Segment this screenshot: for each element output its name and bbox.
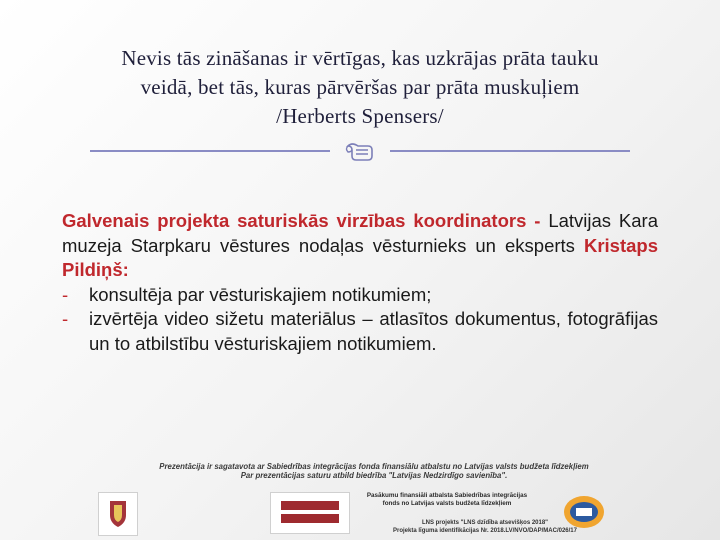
coordinator-paragraph bbox=[62, 209, 658, 283]
main-text bbox=[62, 209, 658, 356]
divider bbox=[90, 140, 630, 162]
quote-block bbox=[40, 44, 680, 131]
quote-line-2: veidā, bet tās, kuras pārvēršas par prāta muskuļiem bbox=[140, 75, 580, 99]
coordinator-description: Latvijas Kara muzeja Starpkaru vēstures nodaļas vēsturnieks un eksperts bbox=[62, 210, 659, 256]
footer-funding-banner bbox=[88, 462, 660, 540]
quote-line-1: Nevis tās zināšanas ir vērtīgas, kas uzkrājas prāta tauku bbox=[121, 46, 599, 70]
logo-strip bbox=[88, 484, 660, 540]
duties-list bbox=[62, 283, 658, 357]
list-item: - izvērtēja video sižetu materiālus – atlasītos dokumentus, fotogrāfijas un to atbilstību vēsturiskajiem notikumiem. bbox=[62, 308, 658, 354]
list-item: - konsultēja par vēsturiskajiem notikumiem; bbox=[62, 283, 658, 308]
funding-line-2: Par prezentācijas saturu atbild biedrība "Latvijas Nedzirdīgo savienība". bbox=[240, 471, 508, 480]
project-info: LNS projekts "LNS dzīdība atsevišķos 2018" Projekta līguma identifikācijas Nr. 2018.LV/NVO/DAP/MAC/026/17 bbox=[393, 520, 577, 534]
divider-line-right bbox=[390, 150, 630, 152]
fund-logo-icon bbox=[270, 492, 350, 534]
coordinator-name: Kristaps Pildiņš: bbox=[62, 234, 659, 280]
funding-box-text: Pasākumu finansiāli atbalsta Sabiedrības integrācijas fonds no Latvijas valsts budžeta līdzekļiem bbox=[366, 492, 528, 507]
coat-of-arms-icon bbox=[98, 492, 138, 536]
scroll-decoration-icon bbox=[342, 140, 378, 162]
quote-author: /Herberts Spensers/ bbox=[276, 104, 444, 128]
bullet-dash: - bbox=[62, 308, 69, 329]
coordinator-heading: Galvenais projekta saturiskās virzības koordinators - bbox=[62, 210, 541, 231]
divider-line-left bbox=[90, 150, 330, 152]
funding-line-1: Prezentācija ir sagatavota ar Sabiedrības integrācijas fonda finansiālu atbalstu no Latvijas valsts budžeta līdzekļiem bbox=[159, 462, 589, 471]
bullet-dash: - bbox=[62, 283, 69, 305]
